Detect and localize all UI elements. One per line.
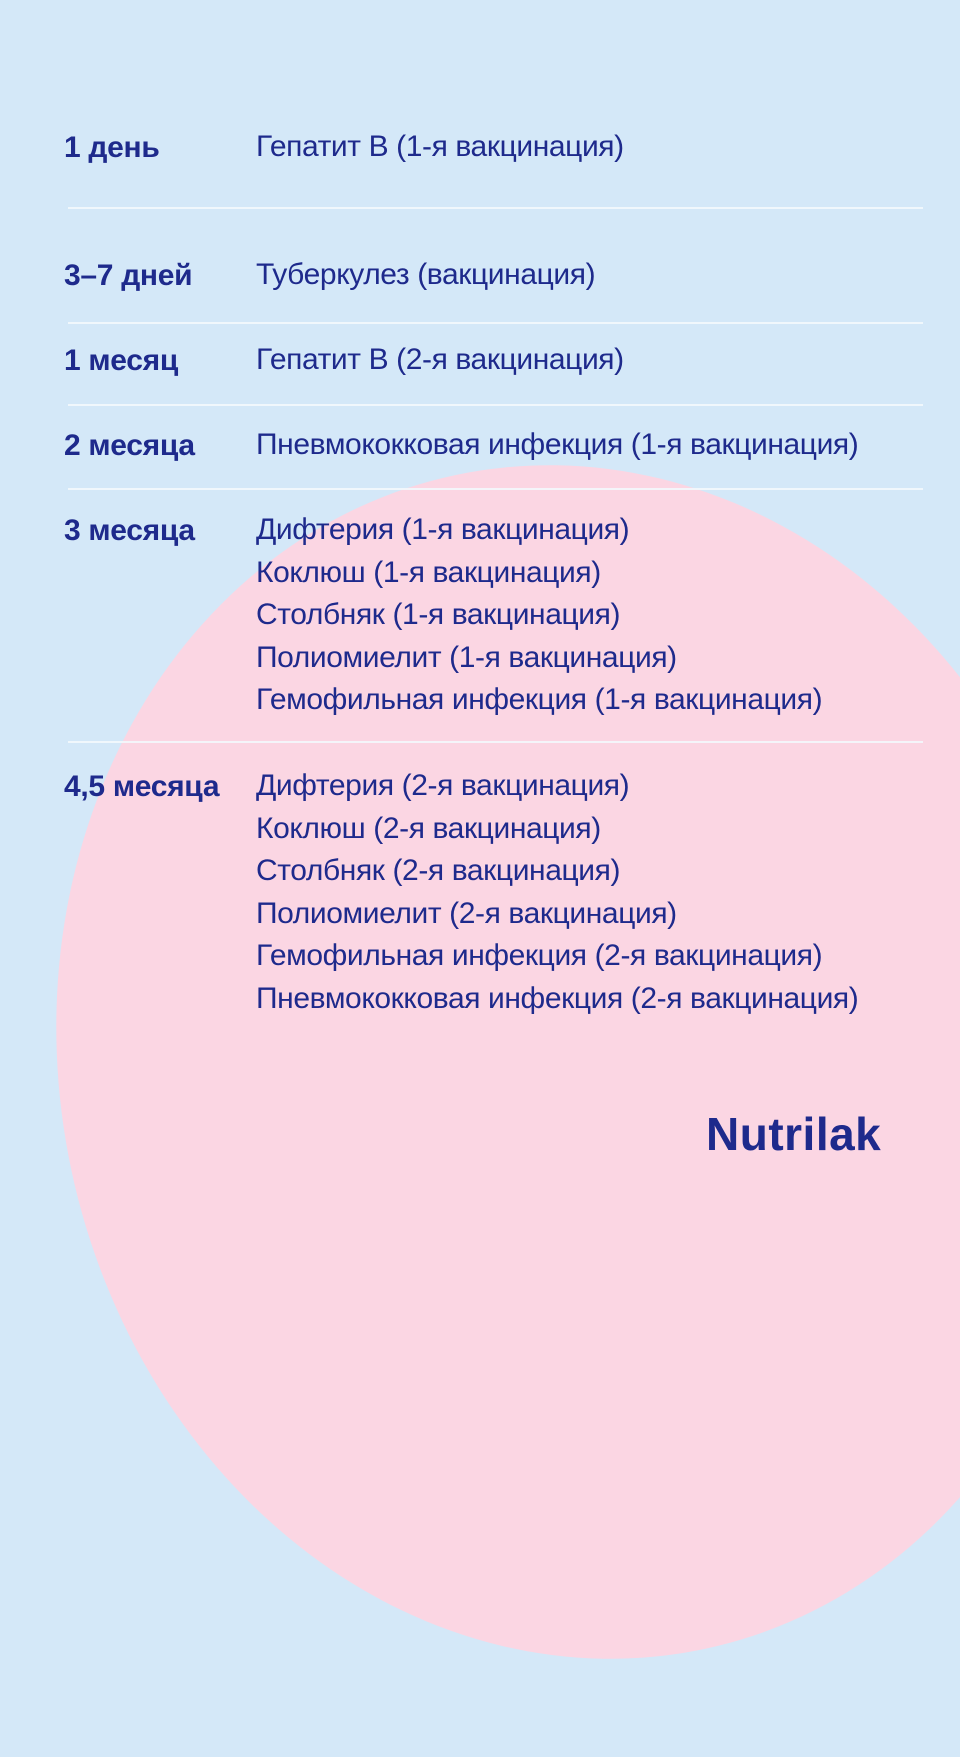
schedule-vaccine-list: [256, 254, 595, 297]
schedule-vaccine-list: [256, 509, 822, 722]
vaccine-item: Коклюш (1-я вакцинация): [256, 555, 601, 589]
vaccine-item: Полиомиелит (2-я вакцинация): [256, 896, 677, 930]
vaccine-item: Пневмококковая инфекция (1-я вакцинация): [256, 428, 859, 461]
vaccine-item: Гепатит В (2-я вакцинация): [256, 343, 624, 376]
row-divider: [68, 207, 923, 209]
schedule-age: 2 месяца: [64, 429, 195, 462]
vaccine-item: Туберкулез (вакцинация): [256, 258, 596, 291]
vaccine-item: Дифтерия (2-я вакцинация): [256, 769, 630, 802]
row-divider: [68, 322, 923, 324]
vaccine-item: Коклюш (2-я вакцинация): [256, 811, 601, 845]
vaccine-item: Пневмококковая инфекция (2-я вакцинация): [256, 981, 859, 1015]
row-divider: [68, 488, 923, 490]
vaccine-item: Столбняк (1-я вакцинация): [256, 598, 621, 632]
schedule-age: 4,5 месяца: [64, 770, 220, 803]
schedule-vaccine-list: [256, 424, 858, 467]
vaccine-item: Гемофильная инфекция (1-я вакцинация): [256, 683, 823, 717]
row-divider: [68, 741, 923, 743]
schedule-vaccine-list: [256, 339, 624, 382]
vaccine-item: Гепатит В (1-я вакцинация): [256, 130, 624, 163]
vaccine-item: Гемофильная инфекция (2-я вакцинация): [256, 939, 823, 973]
schedule-age: 3–7 дней: [64, 259, 193, 292]
schedule-vaccine-list: [256, 126, 624, 169]
schedule-age: 1 день: [64, 131, 160, 164]
schedule-age: 3 месяца: [64, 514, 195, 547]
vaccine-item: Полиомиелит (1-я вакцинация): [256, 640, 677, 674]
vaccine-item: Дифтерия (1-я вакцинация): [256, 513, 630, 546]
brand-logo: Nutrilak: [706, 1108, 882, 1160]
schedule-age: 1 месяц: [64, 344, 179, 377]
schedule-vaccine-list: [256, 765, 858, 1021]
row-divider: [68, 404, 923, 406]
vaccine-item: Столбняк (2-я вакцинация): [256, 854, 621, 888]
